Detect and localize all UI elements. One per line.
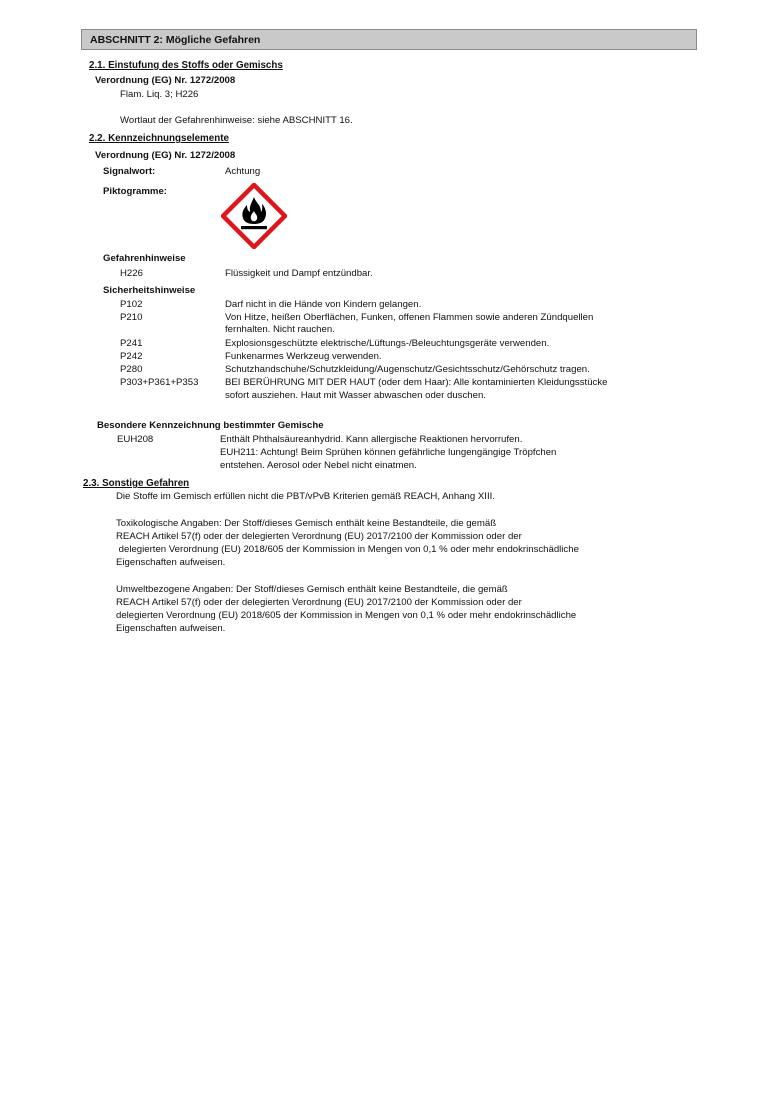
regulation-label-2-2: Verordnung (EG) Nr. 1272/2008 — [95, 150, 236, 161]
special-labelling-row-continued — [0, 447, 780, 460]
precaution-text: fernhalten. Nicht rauchen. — [225, 324, 335, 335]
hazard-text: Flüssigkeit und Dampf entzündbar. — [225, 268, 373, 279]
tox-info-line: Eigenschaften aufweisen. — [116, 557, 226, 568]
precaution-code: P210 — [120, 312, 143, 323]
hazard-code: H226 — [120, 268, 143, 279]
heading-2-3: 2.3. Sonstige Gefahren — [83, 478, 190, 489]
env-info-line: Eigenschaften aufweisen. — [116, 623, 226, 634]
pbt-statement: Die Stoffe im Gemisch erfüllen nicht die PBT/vPvB Kriterien gemäß REACH, Anhang XIII. — [116, 491, 495, 502]
signal-word-label: Signalwort: — [103, 166, 156, 177]
precaution-row — [0, 299, 780, 312]
precaution-row — [0, 364, 780, 377]
precaution-row-continued — [0, 324, 780, 337]
precaution-text: Darf nicht in die Hände von Kindern gelangen. — [225, 299, 422, 310]
precaution-text: Schutzhandschuhe/Schutzkleidung/Augenschutz/Gesichtsschutz/Gehörschutz tragen. — [225, 364, 590, 375]
precaution-text: Funkenarmes Werkzeug verwenden. — [225, 351, 382, 362]
precaution-text: sofort ausziehen. Haut mit Wasser abwaschen oder duschen. — [225, 390, 486, 401]
hazard-statement-row — [0, 268, 780, 281]
precautions-heading: Sicherheitshinweise — [103, 285, 196, 296]
env-info-line: delegierten Verordnung (EU) 2018/605 der Kommission in Mengen von 0,1 % oder mehr endokrinschädliche — [116, 610, 577, 621]
special-labelling-row — [0, 434, 780, 447]
tox-info-line: Toxikologische Angaben: Der Stoff/dieses Gemisch enthält keine Bestandteile, die gemäß — [116, 518, 497, 529]
hazard-wording-note: Wortlaut der Gefahrenhinweise: siehe ABSCHNITT 16. — [120, 115, 353, 126]
precaution-row — [0, 351, 780, 364]
special-labelling-row-continued — [0, 460, 780, 473]
section-header — [81, 29, 697, 50]
precaution-text: Explosionsgeschützte elektrische/Lüftungs-/Beleuchtungsgeräte verwenden. — [225, 338, 550, 349]
special-labelling-heading: Besondere Kennzeichnung bestimmter Gemische — [97, 420, 324, 431]
precaution-code: P303+P361+P353 — [120, 377, 199, 388]
precaution-text: Von Hitze, heißen Oberflächen, Funken, offenen Flammen sowie anderen Zündquellen — [225, 312, 594, 323]
precaution-code: P242 — [120, 351, 143, 362]
hazard-statements-heading: Gefahrenhinweise — [103, 253, 186, 264]
precaution-row-continued — [0, 390, 780, 403]
precaution-row — [0, 377, 780, 390]
pictogram-label: Piktogramme: — [103, 186, 167, 197]
section-title: ABSCHNITT 2: Mögliche Gefahren — [90, 34, 261, 46]
special-text: entstehen. Aerosol oder Nebel nicht einatmen. — [220, 460, 417, 471]
heading-2-1: 2.1. Einstufung des Stoffs oder Gemischs — [89, 60, 283, 71]
precaution-code: P102 — [120, 299, 143, 310]
tox-info-line: delegierten Verordnung (EU) 2018/605 der Kommission in Mengen von 0,1 % oder mehr endokrinschädliche — [116, 544, 579, 555]
special-text: Enthält Phthalsäureanhydrid. Kann allergische Reaktionen hervorrufen. — [220, 434, 523, 445]
special-code: EUH208 — [117, 434, 154, 445]
classification-text: Flam. Liq. 3; H226 — [120, 89, 199, 100]
precaution-row — [0, 338, 780, 351]
env-info-line: REACH Artikel 57(f) oder der delegierten Verordnung (EU) 2017/2100 der Kommission oder der — [116, 597, 522, 608]
precaution-code: P241 — [120, 338, 143, 349]
flame-ghs02-icon — [221, 183, 287, 249]
precaution-code: P280 — [120, 364, 143, 375]
special-text: EUH211: Achtung! Beim Sprühen können gefährliche lungengängige Tröpfchen — [220, 447, 557, 458]
tox-info-line: REACH Artikel 57(f) oder der delegierten Verordnung (EU) 2017/2100 der Kommission oder der — [116, 531, 522, 542]
heading-2-2: 2.2. Kennzeichnungselemente — [89, 133, 229, 144]
env-info-line: Umweltbezogene Angaben: Der Stoff/dieses Gemisch enthält keine Bestandteile, die gemäß — [116, 584, 508, 595]
signal-word-value: Achtung — [225, 166, 261, 177]
precaution-text: BEI BERÜHRUNG MIT DER HAUT (oder dem Haar): Alle kontaminierten Kleidungsstücke — [225, 377, 608, 388]
regulation-label-2-1: Verordnung (EG) Nr. 1272/2008 — [95, 75, 236, 86]
